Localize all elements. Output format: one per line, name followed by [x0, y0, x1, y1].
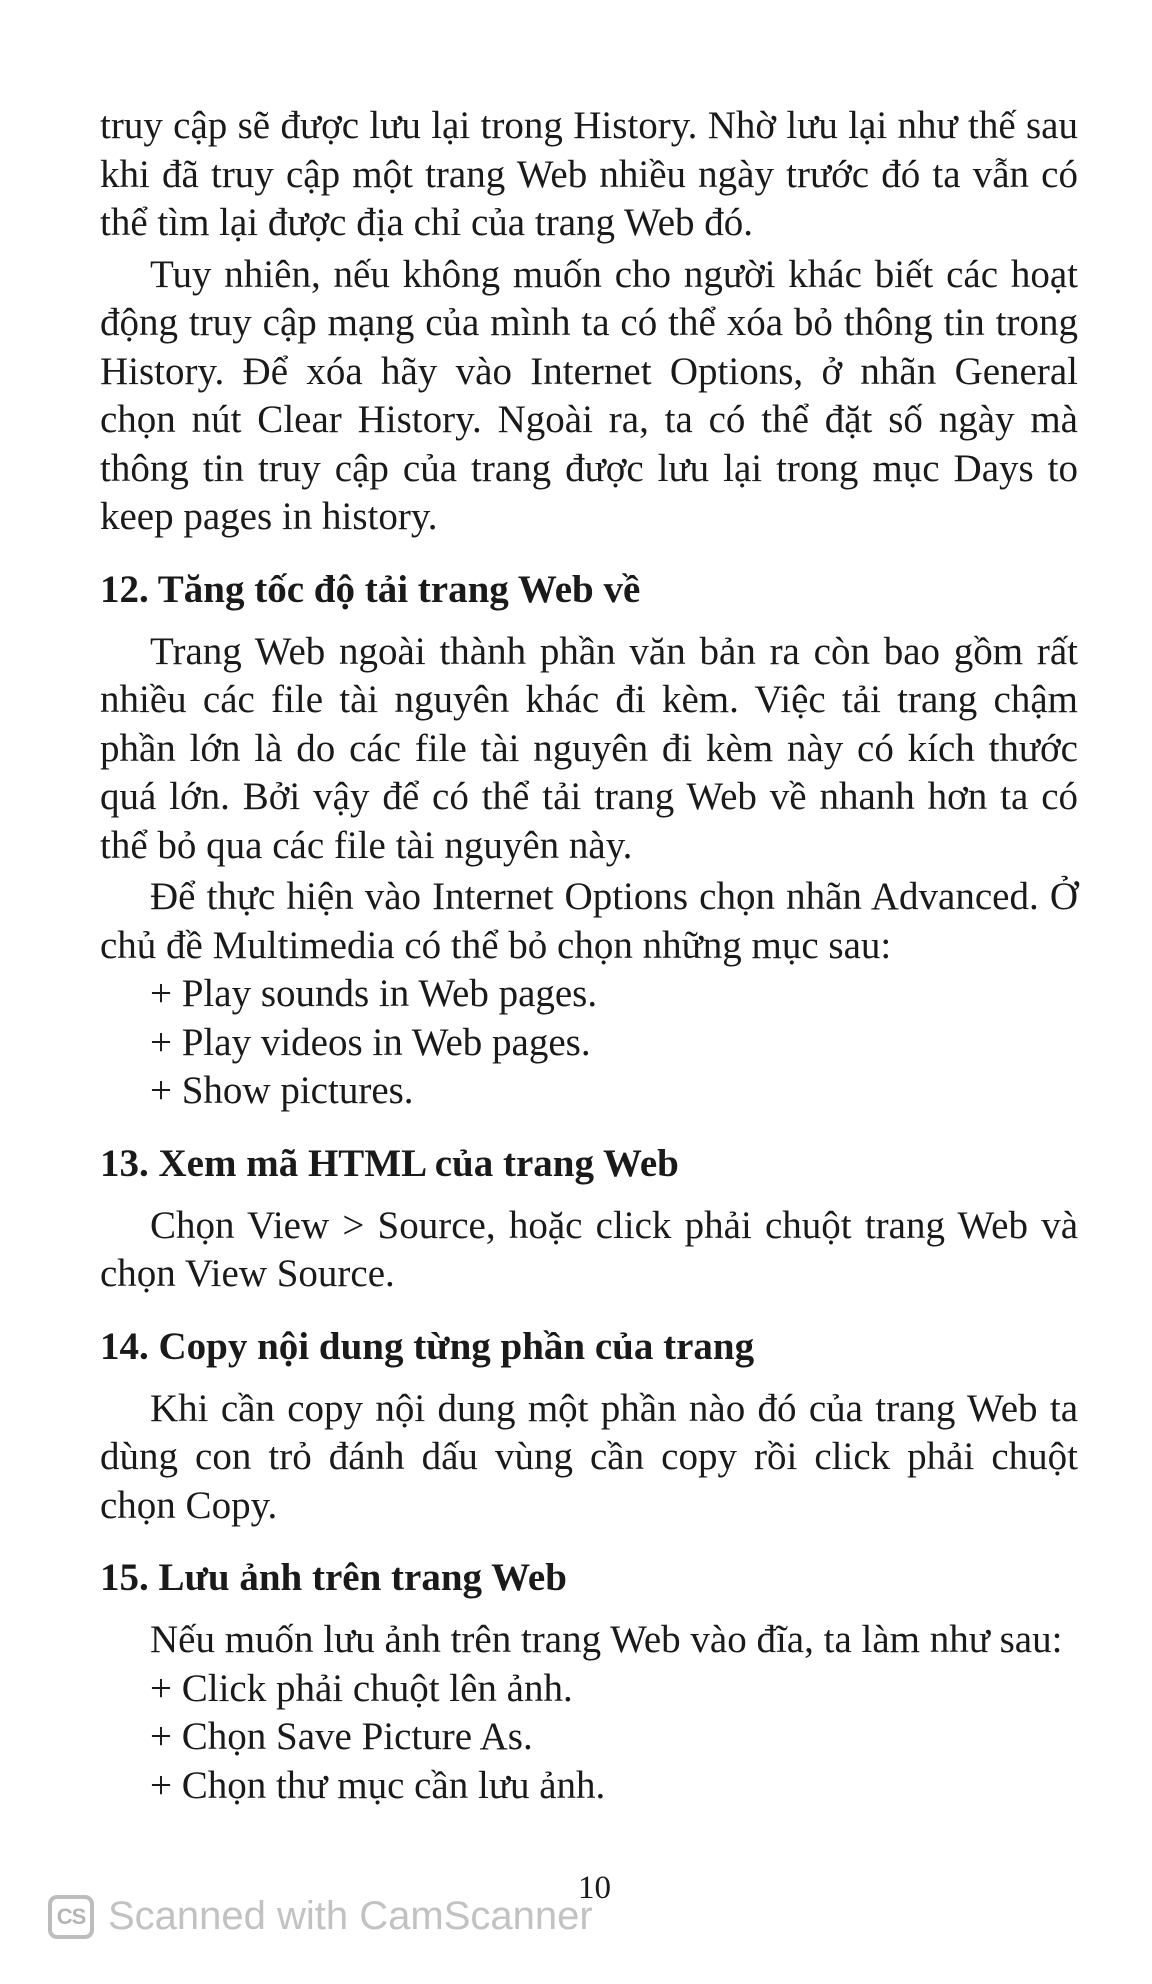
book-page: [100, 102, 1078, 1810]
watermark-text: Scanned with CamScanner: [108, 1894, 593, 1938]
list-item: + Play videos in Web pages.: [150, 1020, 591, 1064]
camscanner-watermark: [48, 1894, 593, 1939]
list-item: + Show pictures.: [150, 1069, 414, 1112]
list-item: + Chọn Save Picture As.: [150, 1715, 533, 1758]
heading-section-15: 15. Lưu ảnh trên trang Web: [100, 1556, 567, 1599]
paragraph-speed-up-intro: Trang Web ngoài thành phần văn bản ra còn bao gồm rất nhiều các file tài nguyên khác đi kèm. Việc tải trang chậm phần lớn là do các file tài nguyên đi kèm này có kích thước quá lớn. Bởi vậy để có thể tải trang Web về nhanh hơn ta có thể bỏ qua các file tài nguyên này.: [100, 629, 1078, 867]
page-number: 10: [578, 1870, 611, 1906]
camscanner-logo-icon: CS: [48, 1895, 94, 1939]
list-item: + Chọn thư mục cần lưu ảnh.: [150, 1763, 606, 1807]
paragraph-view-source: Chọn View > Source, hoặc click phải chuột trang Web và chọn View Source.: [100, 1203, 1078, 1295]
paragraph-speed-up-steps: Để thực hiện vào Internet Options chọn nhãn Advanced. Ở chủ đề Multimedia có thể bỏ chọn những mục sau:: [100, 875, 1078, 967]
paragraph-clear-history: Tuy nhiên, nếu không muốn cho người khác biết các hoạt động truy cập mạng của mình ta có thể xóa bỏ thông tin trong History. Để xóa hãy vào Internet Options, ở nhãn General chọn nút Clear History. Ngoài ra, ta có thể đặt số ngày mà thông tin truy cập của trang được lưu lại trong mục Days to keep pages in history.: [100, 252, 1078, 538]
heading-section-14: 14. Copy nội dung từng phần của trang: [100, 1324, 755, 1368]
paragraph-history-continued: truy cập sẽ được lưu lại trong History. Nhờ lưu lại như thế sau khi đã truy cập một trang Web nhiều ngày trước đó ta vẫn có thể tìm lại được địa chỉ của trang Web đó.: [100, 104, 1078, 244]
paragraph-copy-content: Khi cần copy nội dung một phần nào đó của trang Web ta dùng con trỏ đánh dấu vùng cần copy rồi click phải chuột chọn Copy.: [100, 1386, 1078, 1527]
heading-section-13: 13. Xem mã HTML của trang Web: [100, 1141, 679, 1185]
list-item: + Play sounds in Web pages.: [150, 972, 598, 1015]
list-item: + Click phải chuột lên ảnh.: [150, 1666, 573, 1710]
paragraph-save-image: Nếu muốn lưu ảnh trên trang Web vào đĩa, ta làm như sau:: [150, 1618, 1063, 1661]
heading-section-12: 12. Tăng tốc độ tải trang Web về: [100, 567, 641, 611]
